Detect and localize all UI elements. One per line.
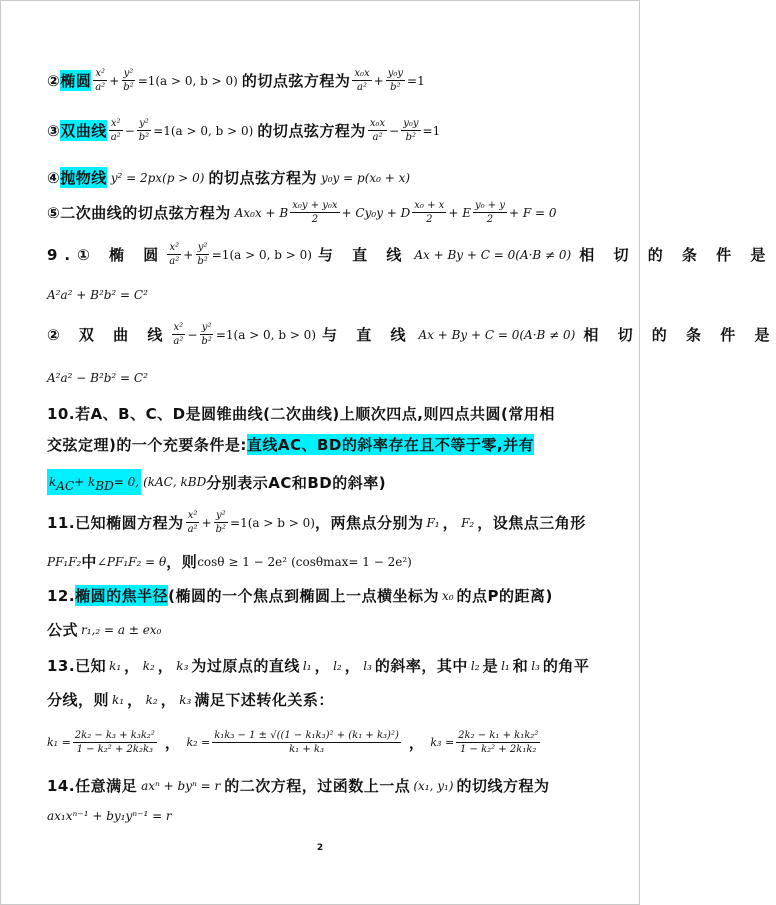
page-number: 2 [316,843,324,853]
highlight-kac-kbd: $k_{AC}+ k_{BD}= 0$, [47,469,141,495]
equation-9a: A²a² + B²b² = C² [47,288,148,302]
item-10: 10.若A、B、C、D是圆锥曲线(二次曲线)上顺次四点,则四点共圆(常用相 [47,405,555,423]
item-11: 11.已知椭圆方程为 $\frac{\text{x²}}{\text{a²}}$ + $\frac{\text{y²}}{\text{b²}}$ =1(a > b > 0) ，两焦点分别为 F₁ ， F₂ ，设焦点三角形 [47,510,586,535]
circled-2: ② [47,71,61,90]
item-ellipse-chord: ② 椭圆 $\frac{\text{x²}}{\text{a²}}$ + $\frac{\text{y²}}{\text{b²}}$ =1(a > 0, b > 0) 的切点弦方程为 $\frac{\text{x₀x}}{\text{a²}}$ + $\frac{\text{y₀y}}{\text{b²}}$ =1 [47,68,425,93]
highlight-parabola: 抛物线 [60,169,107,187]
document-page: ② 椭圆 $\frac{\text{x²}}{\text{a²}}$ + $\frac{\text{y²}}{\text{b²}}$ =1(a > 0, b > 0) 的切点弦方程为 $\frac{\text{x₀x}}{\text{a²}}$ + $\frac{\text{y₀y}}{\text{b²}}$ =1 ③ 双曲线 $\frac{\text{x²}}{\text{a²}}$ − $\frac{\text{y²}}{\text{b²}}$ =1(a > 0, b > 0) 的切点弦方程为 $\frac{\text{x₀x}}{\text{a²}}$ − $\frac{\text{y₀y}}{\text{b²}}$ =1 ④ 抛物线 y² = 2px(p > 0) 的切点弦方程为 y₀y = p(x₀ + x) ⑤二次曲线的切点弦方程为 Ax₀x + B $\frac{\text{x₀y + y₀x}}{2}$ + Cy₀y + D $\frac{\text{x₀ + x}}{2}$ + E $\frac{\text{y₀ + y}}{2}$ + F = 0 9.① 椭 圆 $\frac{\text{x²}}{\text{a²}}$ + $\frac{\text{y²}}{\text{b²}}$ =1(a > 0, b > 0) 与 直 线 Ax + By + C = 0(A·B ≠ 0) 相 切 的 条 件 是 A²a² + B²b² = C² ② 双 曲 线 $\frac{\text{x²}}{\text{a²}}$ − $\frac{\text{y²}}{\text{b²}}$ =1(a > 0, b > 0) 与 直 线 Ax + By + C = 0(A·B ≠ 0) 相 切 的 条 件 是 A²a² − B²b² = C² 10.若A、B、C、D是圆锥曲线(二次曲线)上顺次四点,则四点共圆(常用相 交弦定理)的一个充要条件是: 直线AC、BD的斜率存在且不等于零,并有 $k_{AC}+ k_{BD}= 0$, (k AC , k BD 分别表示AC和BD的斜率) 11.已知椭圆方程为 $\frac{\text{x²}}{\text{a²}}$ + $\frac{\text{y²}}{\text{b²}}$ =1(a > b > 0) ，两焦点分别为 F₁ ， F₂ ，设焦点三角形 PF₁F₂ 中 ∠PF₁F₂ = θ ，则 cosθ ≥ 1 − 2e² (cosθ max = 1 − 2e²) 12. 椭圆的焦半径 (椭圆的一个焦点到椭圆上一点横坐标为 x₀ 的点P的距离) 公式 r₁,₂ = a ± ex₀ 13.已知 k₁ ， k₂ ， k₃ 为过原点的直线 l₁ ， l₂ ， l₃ 的斜率，其中 l₂ 是 l₁ 和 l₃ 的角平 分线，则 k₁ ， k₂ ， k₃ 满足下述转化关系： k₁ = $\frac{\text{2k₂ − k₃ + k₃k₂²}}{\text{1 − k₂² + 2k₂k₃}}$ ， k₂ = $\frac{\text{k₁k₃ − 1 ± √((1 − k₁k₃)² + (k₁ + k₃)²)}}{\text{k₁ + k₃}}$ ， k₃ = $\frac{\text{2k₂ − k₁ + k₁k₂²}}{\text{1 − k₂² + 2k₁k₂}}$ 14.任意满足 axⁿ + byⁿ = r 的二次方程，过函数上一点 (x₁, y₁) 的切线方程为 ax₁xⁿ⁻¹ + by₁yⁿ⁻¹ = r 2 [0,0,640,905]
item-conic-chord: ⑤二次曲线的切点弦方程为 Ax₀x + B $\frac{\text{x₀y + y₀x}}{2}$ + Cy₀y + D $\frac{\text{x₀ + x}}{2}$ + E $\frac{\text{y₀ + y}}{2}$ + F = 0 [47,200,557,225]
item-parabola-chord: ④ 抛物线 y² = 2px(p > 0) 的切点弦方程为 y₀y = p(x₀ + x) [47,168,411,187]
item-hyperbola-chord: ③ 双曲线 $\frac{\text{x²}}{\text{a²}}$ − $\frac{\text{y²}}{\text{b²}}$ =1(a > 0, b > 0) 的切点弦方程为 $\frac{\text{x₀x}}{\text{a²}}$ − $\frac{\text{y₀y}}{\text{b²}}$ =1 [47,118,441,143]
frac-y2-b2: $\frac{\text{y²}}{\text{b²}}$ [123,68,134,93]
equation-9b: A²a² − B²b² = C² [47,371,148,385]
item-12: 12. 椭圆的焦半径 (椭圆的一个焦点到椭圆上一点横坐标为 x₀ 的点P的距离) [47,586,553,605]
highlight-slope-condition: 直线AC、BD的斜率存在且不等于零,并有 [246,436,535,454]
item-14: 14.任意满足 axⁿ + byⁿ = r 的二次方程，过函数上一点 (x₁, y₁) 的切线方程为 [47,777,550,795]
condition: =1(a > 0, b > 0) [137,73,238,88]
item-9-ellipse-tangent: 9.① 椭 圆 $\frac{\text{x²}}{\text{a²}}$ + $\frac{\text{y²}}{\text{b²}}$ =1(a > 0, b > 0) 与 直 线 Ax + By + C = 0(A·B ≠ 0) 相 切 的 条 件 是 [47,242,773,267]
item-9-hyperbola-tangent: ② 双 曲 线 $\frac{\text{x²}}{\text{a²}}$ − $\frac{\text{y²}}{\text{b²}}$ =1(a > 0, b > 0) 与 直 线 Ax + By + C = 0(A·B ≠ 0) 相 切 的 条 件 是 [47,322,776,347]
item-13: 13.已知 k₁ ， k₂ ， k₃ 为过原点的直线 l₁ ， l₂ ， l₃ 的斜率，其中 l₂ 是 l₁ 和 l₃ 的角平 [47,657,590,675]
highlight-ellipse: 椭圆 [60,72,92,90]
highlight-hyperbola: 双曲线 [60,122,107,140]
equation-14: ax₁xⁿ⁻¹ + by₁yⁿ⁻¹ = r [47,809,172,823]
frac-x2-a2: $\frac{\text{x²}}{\text{a²}}$ [95,68,106,93]
item-13-formulas: k₁ = $\frac{\text{2k₂ − k₃ + k₃k₂²}}{\text{1 − k₂² + 2k₂k₃}}$ ， k₂ = $\frac{\text{k₁k₃ − 1 ± √((1 − k₁k₃)² + (k₁ + k₃)²)}}{\text{k₁ + k₃}}$ ， k₃ = $\frac{\text{2k₂ − k₁ + k₁k₂²}}{\text{1 − k₂² + 2k₁k₂}}$ [47,730,539,755]
highlight-focal-radius: 椭圆的焦半径 [75,587,169,605]
